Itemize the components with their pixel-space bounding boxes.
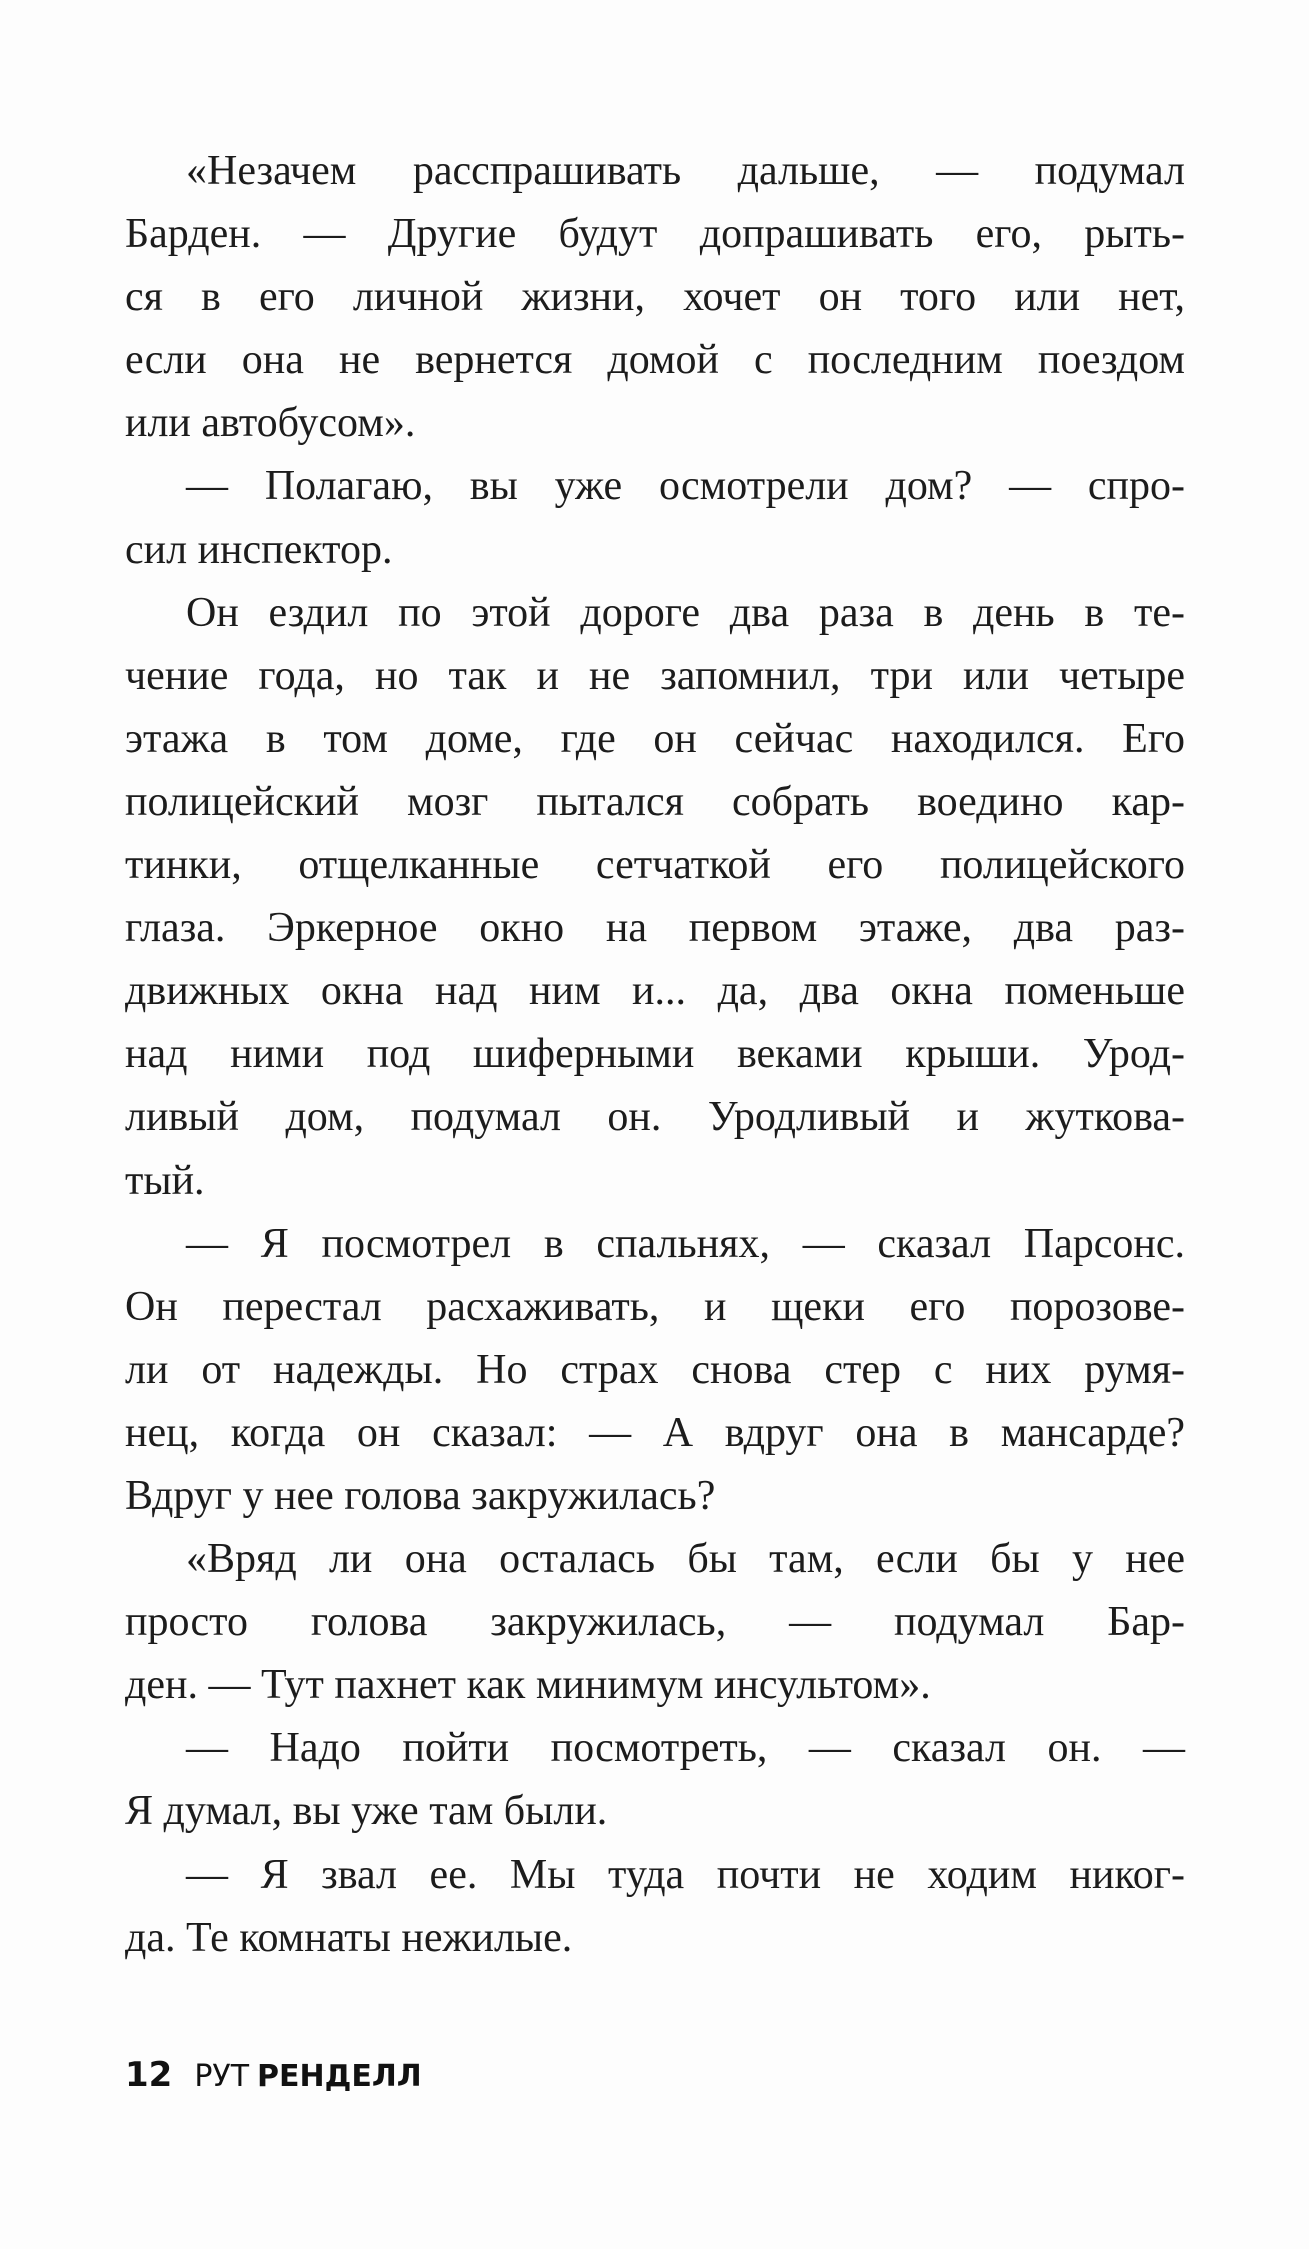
text-line: — Я посмотрел в спальнях, — сказал Парсонс. [186,1220,1185,1267]
text-line: сил инспектор. [125,526,393,573]
text-line: нец, когда он сказал: — А вдруг она в мансарде? [125,1409,1185,1456]
text-block [125,140,1185,1970]
text-line: Он ездил по этой дороге два раза в день в те- [186,589,1185,636]
text-line: ли от надежды. Но страх снова стер с них румя- [125,1346,1185,1393]
text-line: чение года, но так и не запомнил, три или четыре [125,652,1185,699]
text-line: этажа в том доме, где он сейчас находился. Его [125,715,1185,762]
text-line: «Незачем расспрашивать дальше, — подумал [186,148,1185,194]
author-last-name: РЕНДЕЛЛ [257,2059,422,2094]
text-line: — Полагаю, вы уже осмотрели дом? — спро- [186,463,1185,510]
author-first-name: РУТ [194,2059,250,2094]
text-line: ся в его личной жизни, хочет он того или нет, [125,274,1185,321]
page-footer [125,2050,422,2100]
text-line: «Вряд ли она осталась бы там, если бы у нее [186,1536,1185,1583]
text-line: Он перестал расхаживать, и щеки его порозове- [125,1283,1185,1330]
text-line: да. Те комнаты нежилые. [125,1914,573,1961]
text-line: тый. [125,1157,205,1204]
text-line: если она не вернется домой с последним поездом [125,337,1185,384]
page-number: 12 [125,2055,173,2095]
text-line: над ними под шиферными веками крыши. Урод- [125,1031,1185,1078]
text-line: ден. — Тут пахнет как минимум инсультом». [125,1662,931,1709]
text-line: или автобусом». [125,400,416,447]
text-line: движных окна над ним и... да, два окна поменьше [125,968,1185,1015]
text-line: ливый дом, подумал он. Уродливый и жуткова- [125,1094,1185,1141]
text-line: Вдруг у нее голова закружилась? [125,1472,716,1519]
text-line: тинки, отщелканные сетчаткой его полицейского [125,842,1185,889]
text-line: полицейский мозг пытался собрать воедино кар- [125,778,1185,825]
text-line: Барден. — Другие будут допрашивать его, рыть- [125,211,1185,258]
text-line: глаза. Эркерное окно на первом этаже, два раз- [125,905,1185,952]
text-line: — Надо пойти посмотреть, — сказал он. — [186,1725,1185,1772]
text-line: — Я звал ее. Мы туда почти не ходим никог- [186,1851,1185,1898]
text-line: Я думал, вы уже там были. [125,1788,608,1835]
text-line: просто голова закружилась, — подумал Бар- [125,1599,1185,1646]
